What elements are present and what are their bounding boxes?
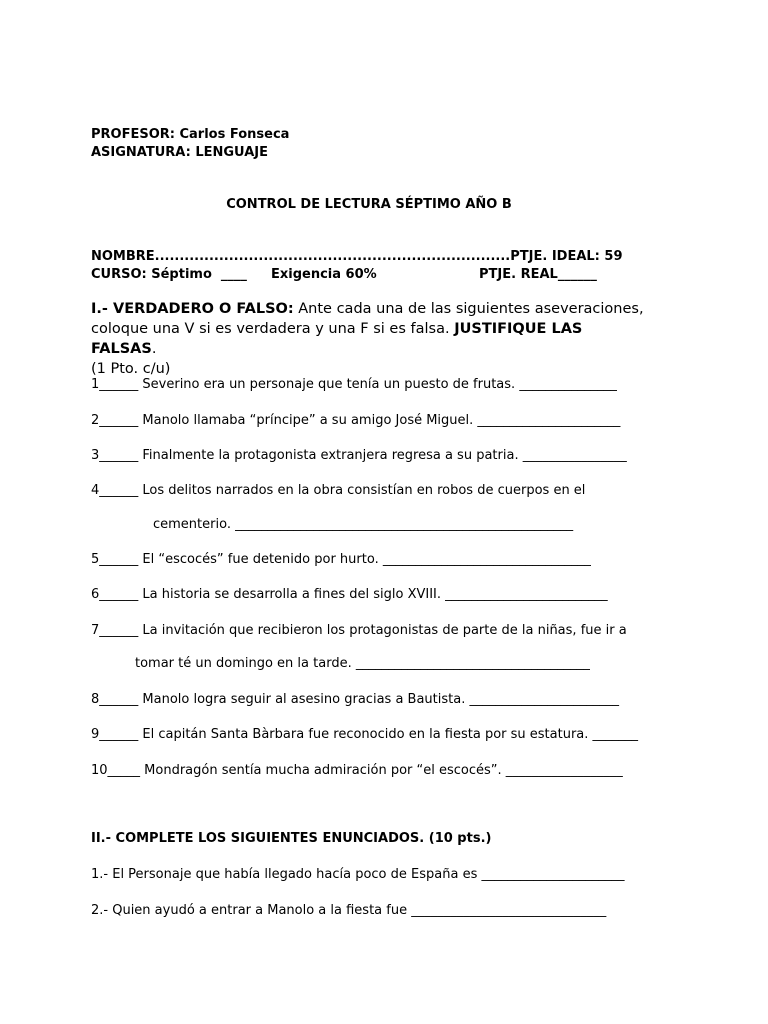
ptje-real-field: PTJE. REAL______ — [479, 267, 597, 282]
nombre-line: NOMBRE........................................................................PTJE. IDEAL: 59 — [91, 249, 623, 264]
section1-instructions — [91, 299, 651, 379]
section2-heading: II.- COMPLETE LOS SIGUIENTES ENUNCIADOS. (10 pts.) — [91, 831, 492, 846]
section1-instruction-b: . — [151, 341, 157, 357]
document-title: CONTROL DE LECTURA SÉPTIMO AÑO B — [226, 197, 512, 212]
list-item: 8______ Manolo logra seguir al asesino gracias a Bautista. _______________________ — [91, 692, 619, 707]
list-item: 2______ Manolo llamaba “príncipe” a su amigo José Miguel. ______________________ — [91, 413, 621, 428]
section1-emphasis: JUSTIFIQUE LAS FALSAS — [91, 321, 583, 357]
list-item-continuation: cementerio. ____________________________________________________ — [153, 517, 574, 532]
list-item: 5______ El “escocés” fue detenido por hurto. ________________________________ — [91, 552, 591, 567]
asignatura-line: ASIGNATURA: LENGUAJE — [91, 145, 268, 160]
list-item: 10_____ Mondragón sentía mucha admiración por “el escocés”. __________________ — [91, 763, 623, 778]
list-item: 1.- El Personaje que había llegado hacía poco de España es ______________________ — [91, 867, 625, 882]
list-item: 1______ Severino era un personaje que tenía un puesto de frutas. _______________ — [91, 377, 617, 392]
curso-field: CURSO: Séptimo ____ — [91, 267, 247, 282]
list-item: 2.- Quien ayudó a entrar a Manolo a la fiesta fue ______________________________ — [91, 903, 607, 918]
list-item: 7______ La invitación que recibieron los protagonistas de parte de la niñas, fue ir a — [91, 623, 627, 638]
list-item-continuation: tomar té un domingo en la tarde. ____________________________________ — [135, 656, 590, 671]
section1-instruction-a: Ante cada una de las siguientes aseveraciones, coloque una V si es verdadera y una F si es falsa. — [91, 301, 644, 337]
exigencia-field: Exigencia 60% — [271, 267, 377, 282]
profesor-line: PROFESOR: Carlos Fonseca — [91, 127, 290, 142]
list-item: 9______ El capitán Santa Bàrbara fue reconocido en la fiesta por su estatura. _______ — [91, 727, 639, 742]
list-item: 6______ La historia se desarrolla a fines del siglo XVIII. _________________________ — [91, 587, 608, 602]
section1-points: (1 Pto. c/u) — [91, 361, 171, 377]
list-item: 4______ Los delitos narrados en la obra consistían en robos de cuerpos en el — [91, 483, 586, 498]
list-item: 3______ Finalmente la protagonista extranjera regresa a su patria. ________________ — [91, 448, 627, 463]
section1-heading: I.- VERDADERO O FALSO: — [91, 301, 294, 317]
